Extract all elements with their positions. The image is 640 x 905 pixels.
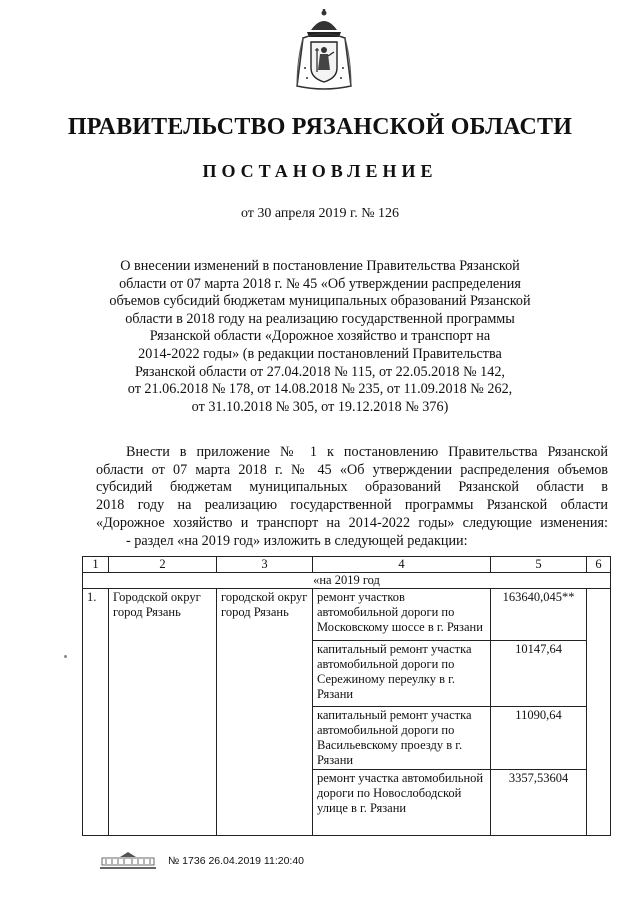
table-row: [83, 589, 611, 641]
column-header: 2: [109, 557, 217, 573]
subject-line: от 21.06.2018 № 178, от 14.08.2018 № 235, от 11.09.2018 № 262,: [127, 381, 513, 398]
subject-line: от 31.10.2018 № 305, от 19.12.2018 № 376): [191, 398, 449, 415]
resolution-text: [96, 444, 608, 550]
column-header: 5: [491, 557, 587, 573]
subject-line: Рязанской области от 27.04.2018 № 115, от 22.05.2018 № 142,: [135, 363, 505, 380]
subject-line: Рязанской области «Дорожное хозяйство и транспорт на: [149, 328, 491, 345]
body-line: Внести в приложение № 1 к постановлению Правительства Рязанской: [126, 444, 608, 460]
body-line: - раздел «на 2019 год» изложить в следующей редакции:: [126, 532, 468, 549]
subject-line: области в 2018 году на реализацию государственной программы: [125, 310, 515, 327]
object-description: ремонт участка автомобильной дороги по Новослободской улице в г. Рязани: [313, 770, 491, 836]
subsidy-amount: 10147,64: [491, 641, 587, 707]
registration-stamp-icon: [98, 851, 158, 871]
column-header: 4: [313, 557, 491, 573]
subject-line: О внесении изменений в постановление Правительства Рязанской: [120, 258, 520, 274]
subject-line: объемов субсидий бюджетам муниципальных образований Рязанской: [109, 293, 531, 310]
coat-of-arms-emblem: [293, 8, 355, 92]
column-header: 1: [83, 557, 109, 573]
table-header-row: [83, 557, 611, 573]
government-title: ПРАВИТЕЛЬСТВО РЯЗАНСКОЙ ОБЛАСТИ: [67, 114, 573, 140]
scan-speck: [64, 655, 67, 658]
row-number: 1.: [83, 589, 109, 836]
column-header: 6: [587, 557, 611, 573]
object-description: капитальный ремонт участка автомобильной дороги по Васильевскому проезду в г. Рязани: [313, 707, 491, 770]
document-subject: [70, 258, 570, 416]
document-date-number: от 30 апреля 2019 г. № 126: [240, 206, 400, 221]
column-header: 3: [217, 557, 313, 573]
subject-line: области от 07 марта 2018 г. № 45 «Об утверждении распределения: [119, 275, 521, 292]
recipient-name: городской округ город Рязань: [217, 589, 313, 836]
subsidy-amount: 11090,64: [491, 707, 587, 770]
body-line: «Дорожное хозяйство и транспорт на 2014-2022 годы» следующие изменения:: [96, 514, 608, 531]
section-title: «на 2019 год: [83, 573, 611, 589]
document-type: ПОСТАНОВЛЕНИЕ: [202, 161, 438, 181]
subsidy-amount: 3357,53604: [491, 770, 587, 836]
table-section-row: [83, 573, 611, 589]
object-description: капитальный ремонт участка автомобильной дороги по Сережиному переулку в г. Рязани: [313, 641, 491, 707]
empty-cell: [587, 589, 611, 836]
registration-number: № 1736 26.04.2019 11:20:40: [168, 855, 305, 867]
allocation-table: [82, 556, 611, 836]
body-line: 2018 году на реализацию государственной программы Рязанской области: [96, 497, 608, 514]
subject-line: 2014-2022 годы» (в редакции постановлений Правительства: [138, 345, 502, 362]
body-line: области от 07 марта 2018 г. № 45 «Об утверждении распределения объемов: [96, 461, 608, 478]
subsidy-amount: 163640,045**: [491, 589, 587, 641]
object-description: ремонт участков автомобильной дороги по Московскому шоссе в г. Рязани: [313, 589, 491, 641]
municipality-name: Городской округ город Рязань: [109, 589, 217, 836]
body-line: субсидий бюджетам муниципальных образований Рязанской области в: [96, 479, 608, 496]
